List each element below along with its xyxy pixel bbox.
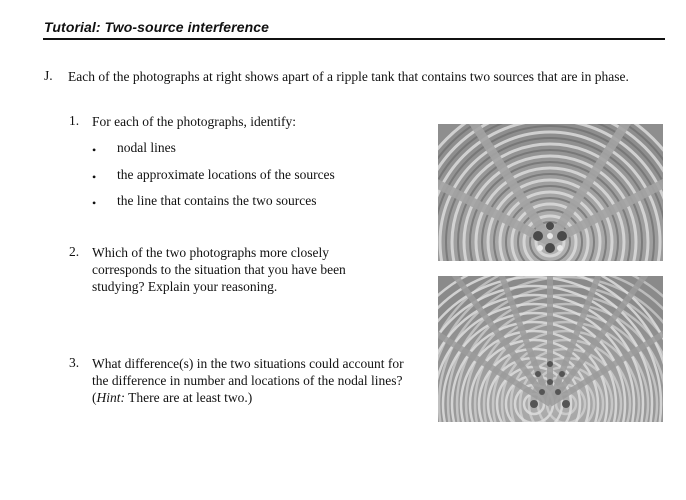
item-1-text: For each of the photographs, identify: <box>92 114 296 129</box>
bullet-marker: • <box>92 196 97 210</box>
item-3-text-before-hint: What difference(s) in the two situations could account for the difference in number and locations of the nodal lines? ( <box>92 356 404 405</box>
tutorial-title: Tutorial: Two-source interference <box>44 19 270 35</box>
question-prompt: Each of the photographs at right shows apart of a ripple tank that contains two sources that are in phase. <box>68 69 629 84</box>
item-3-number: 3. <box>69 355 80 370</box>
bullet-marker: • <box>92 143 97 157</box>
bullet-source-locations: the approximate locations of the sources <box>117 167 335 182</box>
bullet-nodal-lines: nodal lines <box>117 140 176 155</box>
bullet-source-line: the line that contains the two sources <box>117 193 317 208</box>
item-3-text <box>92 355 422 406</box>
item-1-number: 1. <box>69 113 80 128</box>
item-3-hint-label: Hint: <box>96 390 125 405</box>
question-letter: J. <box>44 68 53 83</box>
bullet-marker: • <box>92 170 97 184</box>
interference-pattern-icon <box>438 124 663 261</box>
ripple-tank-photo-top <box>438 124 663 261</box>
item-2-number: 2. <box>69 244 80 259</box>
ripple-tank-photo-bottom <box>438 276 663 422</box>
item-2-text: Which of the two photographs more closely corresponds to the situation that you have been studying? Explain your reasoning. <box>92 245 346 294</box>
header-divider <box>43 38 665 40</box>
interference-pattern-icon <box>438 276 663 422</box>
item-3-text-after-hint: There are at least two.) <box>125 390 253 405</box>
